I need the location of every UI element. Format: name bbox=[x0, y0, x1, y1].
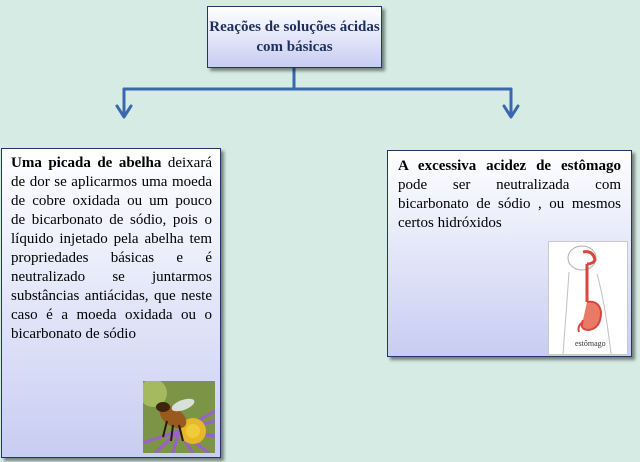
bee-sting-box bbox=[1, 148, 221, 458]
bee-sting-text: deixará de dor se aplicarmos uma moeda de cobre oxidada ou um pouco de bicarbonato de sódio, pois o líquido injetado pela abelha tem propriedades básicas e é neutralizado se juntarmos substâncias antiácidas, que neste caso é a moeda oxidada ou o bicarbonato de sódio bbox=[11, 155, 212, 342]
stomach-label: estômago bbox=[575, 339, 606, 348]
title-box bbox=[207, 6, 382, 68]
stomach-paragraph bbox=[398, 157, 621, 233]
bee-sting-lead: Uma picada de abelha bbox=[11, 155, 162, 171]
stomach-lead: A excessiva acidez de estômago bbox=[398, 158, 621, 174]
bee-sting-paragraph bbox=[11, 154, 212, 344]
bee-image bbox=[143, 381, 215, 453]
stomach-text: pode ser neutralizada com bicarbonato de sódio , ou mesmos certos hidróxidos bbox=[398, 177, 621, 231]
stomach-image bbox=[548, 241, 628, 355]
stomach-acidity-box bbox=[387, 150, 632, 357]
title-text: Reações de soluções ácidas com básicas bbox=[209, 19, 380, 55]
